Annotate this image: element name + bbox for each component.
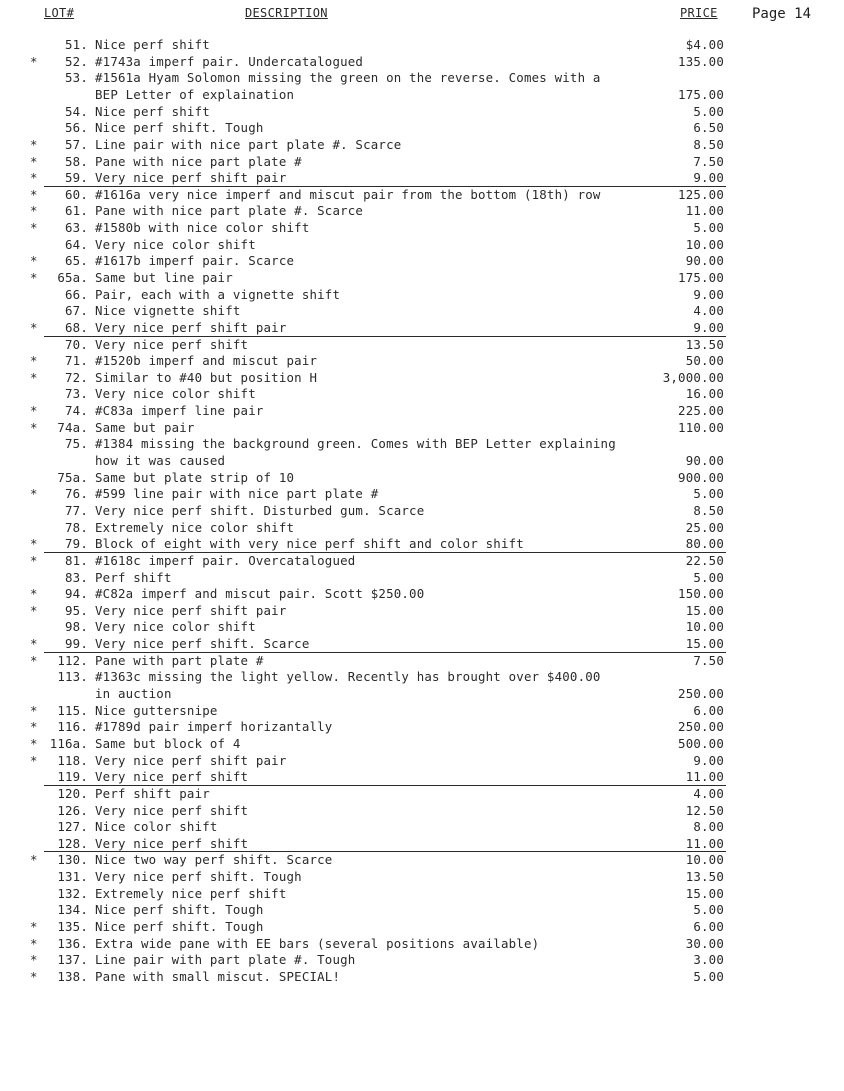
table-row [0,70,844,103]
lot-number: 95. [65,602,88,618]
lot-price: 135.00 [678,53,724,69]
table-row [0,37,844,54]
lot-number: 74. [65,403,88,419]
featured-mark: * [30,752,38,768]
lot-number: 81. [65,552,88,568]
lot-price: 5.00 [693,902,724,918]
table-row [0,436,844,469]
featured-mark: * [30,136,38,152]
featured-mark: * [30,353,38,369]
lot-description: #1384 missing the background green. Comes with BEP Letter explaining [95,436,616,452]
lot-description: Nice perf shift. Tough [95,902,264,918]
lot-price: 10.00 [685,852,724,868]
lot-number: 99. [65,636,88,652]
lot-number: 119. [57,769,88,785]
lot-price: 90.00 [685,253,724,269]
lot-number: 57. [65,136,88,152]
table-row [0,703,844,720]
lot-number: 75a. [57,469,88,485]
lot-description: Very nice perf shift [95,802,249,818]
lot-price: 12.50 [685,802,724,818]
featured-mark: * [30,652,38,668]
table-row [0,902,844,919]
lot-description: Nice guttersnipe [95,702,218,718]
lot-description: #1561a Hyam Solomon missing the green on the reverse. Comes with a [95,70,601,86]
lot-price: 30.00 [685,935,724,951]
featured-mark: * [30,536,38,552]
lot-number: 132. [57,885,88,901]
lot-number: 113. [57,669,88,685]
lot-description: #1580b with nice color shift [95,220,310,236]
lot-number: 65a. [57,269,88,285]
lot-description: Same but block of 4 [95,735,241,751]
table-row [0,403,844,420]
lot-number: 116a. [49,735,88,751]
lot-price: 10.00 [685,236,724,252]
lot-price: 13.50 [685,336,724,352]
lot-price: 5.00 [693,486,724,502]
lot-description: Similar to #40 but position H [95,369,318,385]
lot-description: #1743a imperf pair. Undercatalogued [95,53,364,69]
lot-description: Same but plate strip of 10 [95,469,295,485]
lot-number: 60. [65,186,88,202]
table-row [0,187,844,204]
lot-description: Pair, each with a vignette shift [95,286,341,302]
lot-number: 112. [57,652,88,668]
table-row [0,353,844,370]
lot-description: Pane with nice part plate #. Scarce [95,203,364,219]
lot-number: 120. [57,785,88,801]
featured-mark: * [30,852,38,868]
lot-description: Very nice perf shift pair [95,319,287,335]
featured-mark: * [30,170,38,186]
table-row [0,936,844,953]
featured-mark: * [30,419,38,435]
lot-description: Line pair with nice part plate #. Scarce [95,136,402,152]
lot-number: 53. [65,70,88,86]
lot-price: 6.50 [693,120,724,136]
table-row [0,154,844,171]
lot-number: 131. [57,869,88,885]
table-row [0,586,844,603]
featured-mark: * [30,269,38,285]
lot-description-continued: BEP Letter of explaination [95,86,295,102]
lot-description: Very nice color shift [95,386,256,402]
lot-description-continued: in auction [95,686,172,702]
lot-number: 137. [57,952,88,968]
lot-price: 110.00 [678,419,724,435]
page-number: Page 14 [752,6,812,22]
lot-price: 250.00 [678,719,724,735]
lot-number: 63. [65,220,88,236]
lot-price: 25.00 [685,519,724,535]
lot-description: #1789d pair imperf horizantally [95,719,333,735]
lot-price: 175.00 [678,86,724,102]
table-row [0,303,844,320]
lot-price: 5.00 [693,569,724,585]
table-row [0,570,844,587]
table-row [0,669,844,702]
lot-number: 66. [65,286,88,302]
featured-mark: * [30,203,38,219]
lot-description: #1617b imperf pair. Scarce [95,253,295,269]
lot-price: 11.00 [685,769,724,785]
lot-number: 134. [57,902,88,918]
lot-description: Very nice perf shift. Scarce [95,636,310,652]
featured-mark: * [30,186,38,202]
table-row [0,653,844,670]
featured-mark: * [30,319,38,335]
table-row [0,786,844,803]
lot-price: 9.00 [693,319,724,335]
featured-mark: * [30,952,38,968]
lot-price: 6.00 [693,919,724,934]
lot-price: 22.50 [685,552,724,568]
table-row [0,536,844,553]
featured-mark: * [30,253,38,269]
lot-number: 115. [57,702,88,718]
lot-price: 5.00 [693,220,724,236]
lot-number: 94. [65,586,88,602]
lot-description: Nice perf shift [95,37,210,52]
lot-number: 126. [57,802,88,818]
lot-number: 59. [65,170,88,186]
lot-price: $4.00 [685,37,724,52]
lot-price: 3.00 [693,952,724,968]
featured-mark: * [30,636,38,652]
table-row [0,852,844,869]
lot-number: 116. [57,719,88,735]
table-row [0,420,844,437]
lot-number: 52. [65,53,88,69]
lot-price: 80.00 [685,536,724,552]
lot-price: 6.00 [693,702,724,718]
lot-price: 15.00 [685,602,724,618]
lot-price: 9.00 [693,286,724,302]
lot-number: 61. [65,203,88,219]
featured-mark: * [30,602,38,618]
table-row [0,203,844,220]
lot-number: 138. [57,968,88,984]
lot-price: 225.00 [678,403,724,419]
table-row [0,836,844,853]
lot-price: 15.00 [685,885,724,901]
lot-description: #1363c missing the light yellow. Recently has brought over $400.00 [95,669,601,685]
lot-description: #1616a very nice imperf and miscut pair from the bottom (18th) row [95,186,601,202]
lot-description: Very nice perf shift. Tough [95,869,302,885]
lot-number: 83. [65,569,88,585]
table-row [0,753,844,770]
lot-description: Very nice perf shift pair [95,170,287,186]
lot-description: Nice vignette shift [95,303,241,319]
featured-mark: * [30,586,38,602]
table-row [0,386,844,403]
lot-number: 98. [65,619,88,635]
lot-number: 65. [65,253,88,269]
table-row [0,54,844,71]
lot-price: 10.00 [685,619,724,635]
lot-price: 4.00 [693,303,724,319]
table-row [0,486,844,503]
featured-mark: * [30,968,38,984]
lot-description: Nice two way perf shift. Scarce [95,852,333,868]
lot-number: 54. [65,103,88,119]
featured-mark: * [30,935,38,951]
table-row [0,370,844,387]
table-row [0,170,844,187]
featured-mark: * [30,552,38,568]
lot-price: 3,000.00 [662,369,724,385]
lot-description: Very nice perf shift pair [95,752,287,768]
table-row [0,220,844,237]
lot-number: 64. [65,236,88,252]
lot-price: 16.00 [685,386,724,402]
table-row [0,619,844,636]
lot-description: Very nice perf shift pair [95,602,287,618]
lot-price: 15.00 [685,636,724,652]
featured-mark: * [30,719,38,735]
lot-description: Pane with part plate # [95,652,264,668]
table-row [0,137,844,154]
table-row [0,819,844,836]
featured-mark: * [30,220,38,236]
lot-number: 77. [65,502,88,518]
lot-number: 74a. [57,419,88,435]
lot-description: Extremely nice perf shift [95,885,287,901]
lot-number: 58. [65,153,88,169]
lot-price: 5.00 [693,103,724,119]
table-row [0,470,844,487]
lot-description: Same but pair [95,419,195,435]
lot-description: #599 line pair with nice part plate # [95,486,379,502]
lot-number: 51. [65,37,88,52]
table-row [0,237,844,254]
lot-description: Nice perf shift [95,103,210,119]
lot-price: 8.00 [693,819,724,835]
table-row [0,320,844,337]
lot-description-continued: how it was caused [95,453,226,469]
lot-number: 76. [65,486,88,502]
table-row [0,520,844,537]
lot-description: Nice perf shift. Tough [95,919,264,934]
lot-number: 118. [57,752,88,768]
lot-description: Perf shift pair [95,785,210,801]
lot-number: 56. [65,120,88,136]
lot-description: Extra wide pane with EE bars (several positions available) [95,935,540,951]
lot-number: 130. [57,852,88,868]
lot-number: 71. [65,353,88,369]
price-column-header: PRICE [680,6,718,20]
lot-number: 75. [65,436,88,452]
featured-mark: * [30,702,38,718]
table-row [0,120,844,137]
lot-price: 5.00 [693,968,724,984]
lot-price: 7.50 [693,153,724,169]
table-row [0,104,844,121]
lot-description: Very nice perf shift [95,769,249,785]
table-row [0,869,844,886]
lot-price: 150.00 [678,586,724,602]
featured-mark: * [30,403,38,419]
lot-description: Very nice color shift [95,619,256,635]
lot-price: 11.00 [685,203,724,219]
lot-description: Extremely nice color shift [95,519,295,535]
lot-price: 8.50 [693,502,724,518]
lot-description: Very nice color shift [95,236,256,252]
lot-price: 4.00 [693,785,724,801]
featured-mark: * [30,53,38,69]
lot-description: Very nice perf shift. Disturbed gum. Scarce [95,502,425,518]
lot-price: 175.00 [678,269,724,285]
lot-price: 250.00 [678,686,724,702]
table-row [0,503,844,520]
lot-description: Perf shift [95,569,172,585]
featured-mark: * [30,369,38,385]
table-row [0,636,844,653]
lot-price: 9.00 [693,170,724,186]
table-row [0,952,844,969]
table-row [0,270,844,287]
lot-description: Nice perf shift. Tough [95,120,264,136]
table-row [0,803,844,820]
featured-mark: * [30,486,38,502]
lot-price: 900.00 [678,469,724,485]
lot-number: 135. [57,919,88,934]
table-row [0,736,844,753]
table-row [0,337,844,354]
lot-description: Nice color shift [95,819,218,835]
lot-price: 90.00 [685,453,724,469]
lot-number: 127. [57,819,88,835]
lot-description: Pane with small miscut. SPECIAL! [95,968,341,984]
lot-price: 9.00 [693,752,724,768]
featured-mark: * [30,735,38,751]
lot-description: Same but line pair [95,269,233,285]
lot-number: 68. [65,319,88,335]
lot-number: 79. [65,536,88,552]
lot-number: 136. [57,935,88,951]
lot-price: 11.00 [685,835,724,851]
lot-description: #1618c imperf pair. Overcatalogued [95,552,356,568]
lot-number: 70. [65,336,88,352]
lot-description: Very nice perf shift [95,336,249,352]
lot-number: 128. [57,835,88,851]
table-row [0,287,844,304]
featured-mark: * [30,919,38,934]
lot-number: 78. [65,519,88,535]
lot-number: 73. [65,386,88,402]
lot-list [0,37,844,986]
table-row [0,603,844,620]
lot-description: Very nice perf shift [95,835,249,851]
table-row [0,969,844,986]
description-column-header: DESCRIPTION [245,6,328,20]
lot-price: 7.50 [693,652,724,668]
table-row [0,253,844,270]
lot-number: 67. [65,303,88,319]
lot-description: #C82a imperf and miscut pair. Scott $250.00 [95,586,425,602]
featured-mark: * [30,153,38,169]
lot-description: Line pair with part plate #. Tough [95,952,356,968]
lot-number: 72. [65,369,88,385]
lot-description: Pane with nice part plate # [95,153,302,169]
lot-price: 8.50 [693,136,724,152]
table-row [0,553,844,570]
table-row [0,719,844,736]
lot-description: Block of eight with very nice perf shift and color shift [95,536,524,552]
table-row [0,886,844,903]
table-row [0,769,844,786]
lot-price: 50.00 [685,353,724,369]
lot-price: 500.00 [678,735,724,751]
lot-description: #1520b imperf and miscut pair [95,353,318,369]
lot-price: 13.50 [685,869,724,885]
lot-description: #C83a imperf line pair [95,403,264,419]
lot-column-header: LOT# [44,6,75,20]
lot-price: 125.00 [678,186,724,202]
table-row [0,919,844,936]
